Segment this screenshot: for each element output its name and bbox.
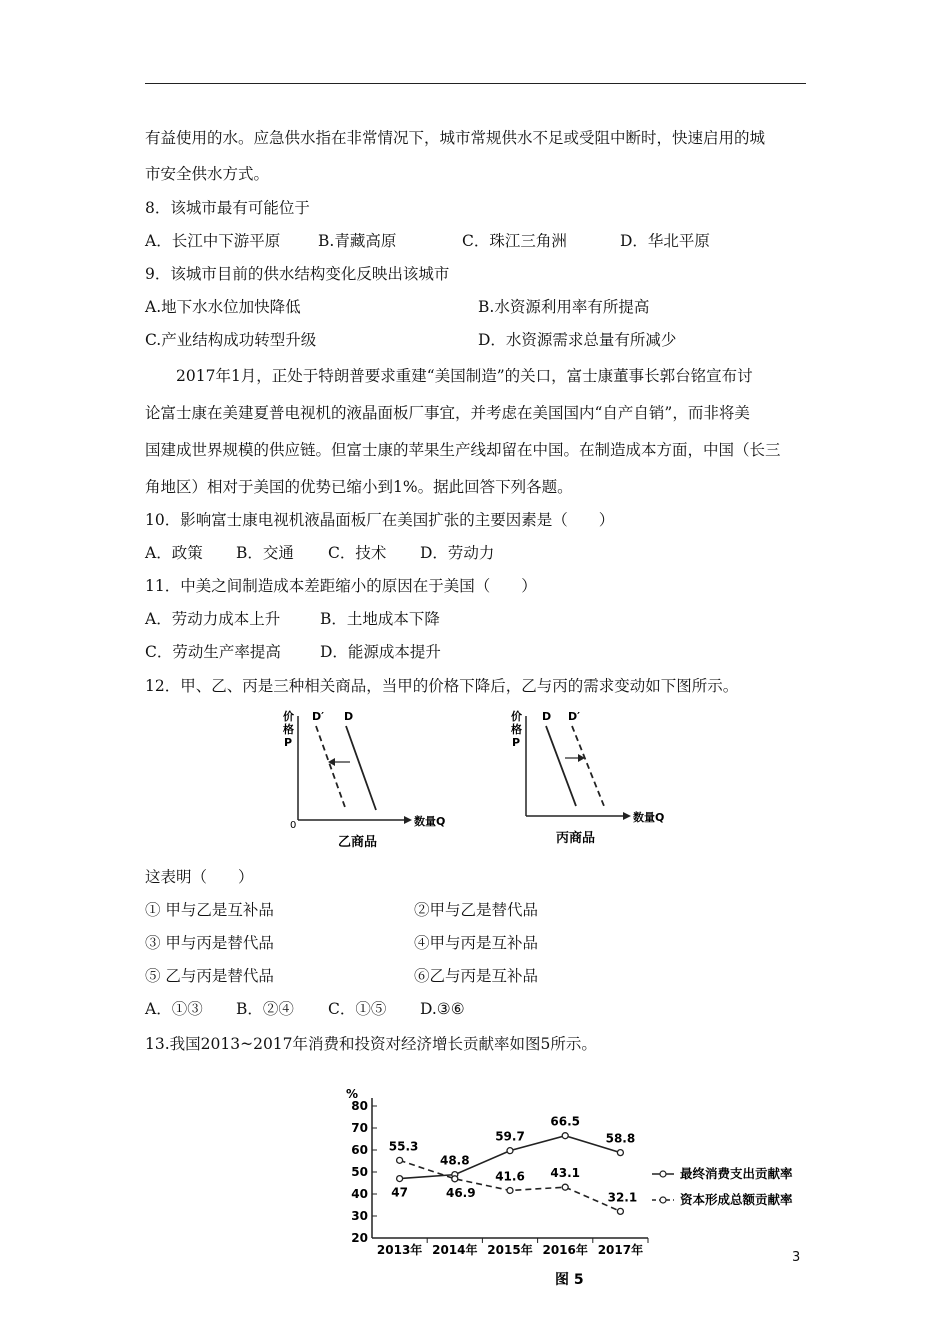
paragraph2-line1: 2017年1月，正处于特朗普要求重建“美国制造”的关口，富士康董事长郭台铭宣布讨 bbox=[176, 367, 753, 385]
curve-d-label: D bbox=[542, 710, 552, 723]
q9-option-a: A.地下水水位加快降低 bbox=[145, 298, 301, 316]
curve-d-prime-label: D′ bbox=[312, 710, 325, 723]
chart-x-tick-label: 2013年 bbox=[376, 1243, 423, 1257]
q11-option-b: B．土地成本下降 bbox=[320, 610, 440, 628]
q12-statement-2: ②甲与乙是替代品 bbox=[414, 901, 539, 919]
chart-x-tick-label: 2016年 bbox=[542, 1243, 588, 1257]
q8-stem: 8．该城市最有可能位于 bbox=[145, 199, 310, 217]
q12-statement-3: ③ 甲与丙是替代品 bbox=[145, 934, 274, 952]
graph-caption-right: 丙商品 bbox=[556, 831, 596, 846]
y-axis-label-2: 格 bbox=[283, 723, 294, 736]
y-axis-label-3: P bbox=[284, 736, 293, 749]
paragraph2-line3: 国建成世界规模的供应链。但富士康的苹果生产线却留在中国。在制造成本方面，中国（长三 bbox=[145, 441, 781, 459]
chart-caption: 图 5 bbox=[555, 1272, 584, 1288]
paragraph1-line1: 有益使用的水。应急供水指在非常情况下，城市常规供水不足或受阻中断时，快速启用的城 bbox=[145, 129, 766, 147]
chart-point bbox=[507, 1148, 513, 1154]
q8-option-d: D．华北平原 bbox=[620, 232, 710, 250]
q12-statement-1: ① 甲与乙是互补品 bbox=[145, 901, 274, 919]
chart-data-label: 58.8 bbox=[605, 1131, 636, 1146]
curve-d-prime bbox=[316, 726, 346, 810]
demand-graph-left bbox=[280, 706, 460, 856]
y-axis-label-2: 格 bbox=[511, 723, 522, 736]
q11-option-c: C．劳动生产率提高 bbox=[145, 643, 281, 661]
curve-d-prime-label: D′ bbox=[568, 710, 581, 723]
chart-point bbox=[562, 1184, 568, 1190]
chart-data-label: 46.9 bbox=[445, 1185, 476, 1200]
chart-data-label: 66.5 bbox=[550, 1114, 581, 1129]
chart-point bbox=[397, 1176, 403, 1182]
chart-point bbox=[617, 1208, 623, 1214]
curve-d-prime bbox=[572, 726, 604, 806]
q12-option-b: B．②④ bbox=[236, 1000, 294, 1018]
chart-data-label: 43.1 bbox=[550, 1166, 581, 1181]
q12-stem: 12．甲、乙、丙是三种相关商品，当甲的价格下降后，乙与丙的需求变动如下图所示。 bbox=[145, 677, 739, 695]
chart-x-tick-label: 2017年 bbox=[597, 1243, 644, 1257]
curve-d-label: D bbox=[344, 710, 354, 723]
graph-caption-left: 乙商品 bbox=[338, 835, 378, 850]
q8-option-b: B.青藏高原 bbox=[318, 232, 397, 250]
demand-graph-right bbox=[508, 706, 688, 856]
q9-stem: 9．该城市目前的供水结构变化反映出该城市 bbox=[145, 265, 450, 283]
q11-option-d: D．能源成本提升 bbox=[320, 643, 441, 661]
curve-d bbox=[546, 726, 576, 806]
q12-statement-6: ⑥乙与丙是互补品 bbox=[414, 967, 539, 985]
chart-data-label: 59.7 bbox=[495, 1129, 525, 1144]
chart-y-tick-label: 20 bbox=[351, 1231, 368, 1245]
y-axis-label-1: 价 bbox=[511, 710, 522, 723]
chart-x-tick-label: 2015年 bbox=[487, 1243, 533, 1257]
chart-y-tick-label: 40 bbox=[351, 1187, 368, 1201]
q12-option-d: D.③⑥ bbox=[420, 1000, 465, 1018]
q12-option-a: A．①③ bbox=[145, 1000, 203, 1018]
q12-conclusion: 这表明（ ） bbox=[145, 868, 254, 886]
chart-y-tick-label: 50 bbox=[351, 1165, 368, 1179]
chart-legend-marker bbox=[660, 1171, 666, 1177]
chart-data-label: 32.1 bbox=[607, 1190, 638, 1205]
q12-statement-4: ④甲与丙是互补品 bbox=[414, 934, 539, 952]
q10-option-b: B．交通 bbox=[236, 544, 294, 562]
q11-option-a: A．劳动力成本上升 bbox=[145, 610, 281, 628]
paragraph1-line2: 市安全供水方式。 bbox=[145, 165, 270, 183]
chart-y-tick-label: 80 bbox=[351, 1099, 368, 1113]
chart-legend-marker bbox=[660, 1197, 666, 1203]
header-rule bbox=[145, 83, 806, 84]
x-axis-label: 数量Q bbox=[414, 815, 446, 828]
chart-data-label: 47 bbox=[391, 1185, 408, 1200]
q10-option-a: A．政策 bbox=[145, 544, 203, 562]
chart-point bbox=[562, 1133, 568, 1139]
chart-data-label: 48.8 bbox=[439, 1153, 470, 1168]
q8-option-c: C．珠江三角洲 bbox=[462, 232, 567, 250]
q13-stem: 13.我国2013~2017年消费和投资对经济增长贡献率如图5所示。 bbox=[145, 1035, 597, 1053]
curve-d bbox=[346, 726, 376, 810]
q12-option-c: C．①⑤ bbox=[328, 1000, 387, 1018]
chart-ylabel: % bbox=[346, 1087, 359, 1101]
q9-option-d: D．水资源需求总量有所减少 bbox=[478, 331, 677, 349]
y-axis-label-1: 价 bbox=[283, 710, 294, 723]
q10-stem: 10．影响富士康电视机液晶面板厂在美国扩张的主要因素是（ ） bbox=[145, 511, 615, 529]
chart-point bbox=[617, 1150, 623, 1156]
x-axis-arrow bbox=[404, 816, 412, 824]
q12-statement-5: ⑤ 乙与丙是替代品 bbox=[145, 967, 274, 985]
origin-label: 0 bbox=[290, 820, 297, 831]
paragraph2-line2: 论富士康在美建夏普电视机的液晶面板厂事宜，并考虑在美国国内“自产自销”，而非将美 bbox=[145, 404, 750, 422]
q9-option-c: C.产业结构成功转型升级 bbox=[145, 331, 317, 349]
chart-x-tick-label: 2014年 bbox=[432, 1243, 478, 1257]
x-axis-label: 数量Q bbox=[633, 811, 665, 824]
q10-option-d: D．劳动力 bbox=[420, 544, 495, 562]
chart-y-tick-label: 70 bbox=[351, 1121, 368, 1135]
chart-legend-label: 最终消费支出贡献率 bbox=[680, 1166, 793, 1181]
chart-point bbox=[397, 1157, 403, 1163]
q11-stem: 11．中美之间制造成本差距缩小的原因在于美国（ ） bbox=[145, 577, 537, 595]
contribution-chart bbox=[330, 1078, 820, 1298]
chart-y-tick-label: 60 bbox=[351, 1143, 368, 1157]
chart-data-label: 41.6 bbox=[495, 1169, 525, 1184]
chart-point bbox=[507, 1187, 513, 1193]
q9-option-b: B.水资源利用率有所提高 bbox=[478, 298, 650, 316]
chart-legend-label: 资本形成总额贡献率 bbox=[680, 1192, 793, 1207]
paragraph2-line4: 角地区）相对于美国的优势已缩小到1%。据此回答下列各题。 bbox=[145, 478, 573, 496]
chart-data-label: 55.3 bbox=[388, 1139, 419, 1154]
page-number: 3 bbox=[792, 1250, 801, 1265]
y-axis-label-3: P bbox=[512, 736, 521, 749]
x-axis-arrow bbox=[623, 812, 631, 820]
chart-point bbox=[452, 1176, 458, 1182]
q8-option-a: A．长江中下游平原 bbox=[145, 232, 281, 250]
chart-y-tick-label: 30 bbox=[351, 1209, 368, 1223]
chart-series-line bbox=[400, 1160, 621, 1211]
q10-option-c: C．技术 bbox=[328, 544, 387, 562]
